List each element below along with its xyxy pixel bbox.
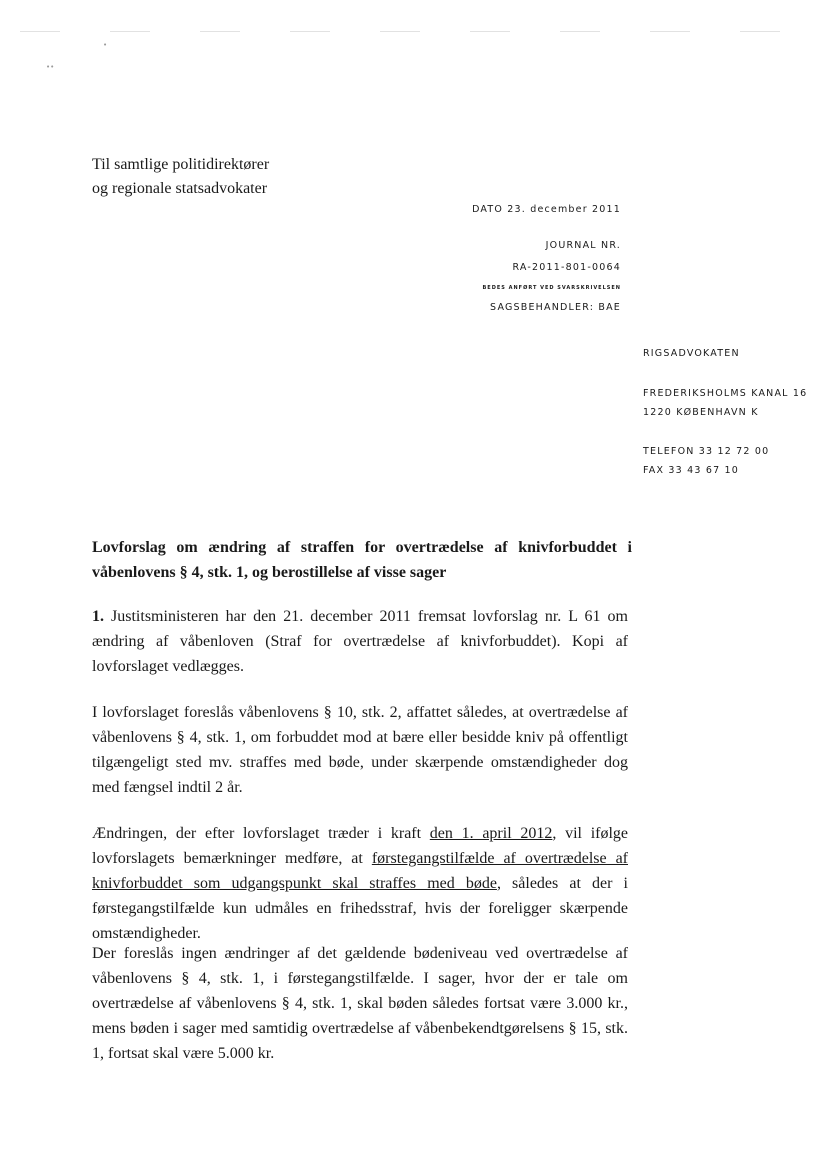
paragraph-number: 1. xyxy=(92,608,104,625)
paragraph-text: , således at der i førstegangstilfælde kun udmåles en frihedsstraf, hvis der foreligger skærpende omstændigheder. xyxy=(92,875,629,942)
sender-city: 1220 KØBENHAVN K xyxy=(643,407,759,418)
recipient-line: og regionale statsadvokater xyxy=(92,180,268,197)
scan-artifact-mark: •• xyxy=(46,63,55,71)
recipient-address xyxy=(92,153,269,201)
paragraph-2: I lovforslaget foreslås våbenlovens § 10, stk. 2, affattet således, at overtrædelse af våbenlovens § 4, stk. 1, om forbuddet mod at bære eller besidde kniv på offentligt tilgængeligt sted mv. straffes med bøde, under skærpende omstændigheder dog med fængsel indtil 2 år. xyxy=(92,704,628,796)
sender-fax: FAX 33 43 67 10 xyxy=(643,465,740,476)
journal-label: JOURNAL NR. xyxy=(545,240,621,251)
journal-number: RA-2011-801-0064 xyxy=(512,262,621,273)
paragraph-text: , vil ifølge lovforslagets bemærkninger medføre, at xyxy=(92,825,629,867)
scan-artifact-mark: • xyxy=(103,41,108,49)
paragraph-text: Justitsministeren har den 21. december 2011 fremsat lovforslag nr. L 61 om ændring af våbenloven (Straf for overtrædelse af knivforbuddet). Kopi af lovforslaget vedlægges. xyxy=(92,608,628,675)
letter-subject: Lovforslag om ændring af straffen for overtrædelse af knivforbuddet i våbenlovens § 4, stk. 1, og berostillelse af visse sager xyxy=(92,539,632,581)
paragraph-4: Der foreslås ingen ændringer af det gældende bødeniveau ved overtrædelse af våbenlovens § 4, stk. 1, i førstegangstilfælde. I sager, hvor der er tale om overtrædelse af våbenlovens § 4, stk. 1, skal bøden således fortsat være 3.000 kr., mens bøden i sager med samtidig overtrædelse af våbenbekendtgørelsens § 15, stk. 1, fortsat skal være 5.000 kr. xyxy=(92,945,628,1062)
underlined-date: den 1. april 2012 xyxy=(429,825,553,842)
paragraph-text: Ændringen, der efter lovforslaget træder i kraft xyxy=(92,825,430,842)
sender-name: RIGSADVOKATEN xyxy=(643,348,740,359)
sender-phone: TELEFON 33 12 72 00 xyxy=(643,446,770,457)
journal-note: BEDES ANFØRT VED SVARSKRIVELSEN xyxy=(482,285,621,291)
underlined-phrase: førstegangstilfælde af overtrædelse af knivforbuddet som udgangspunkt skal straffes med bøde xyxy=(92,850,629,892)
date-line: DATO 23. december 2011 xyxy=(472,204,621,215)
paragraph-3 xyxy=(92,821,628,946)
recipient-line: Til samtlige politidirektører xyxy=(92,156,270,173)
scan-artifact-line xyxy=(20,31,780,32)
case-handler: SAGSBEHANDLER: BAE xyxy=(490,302,621,313)
paragraph-1 xyxy=(92,604,628,679)
sender-street: FREDERIKSHOLMS KANAL 16 xyxy=(643,388,808,399)
